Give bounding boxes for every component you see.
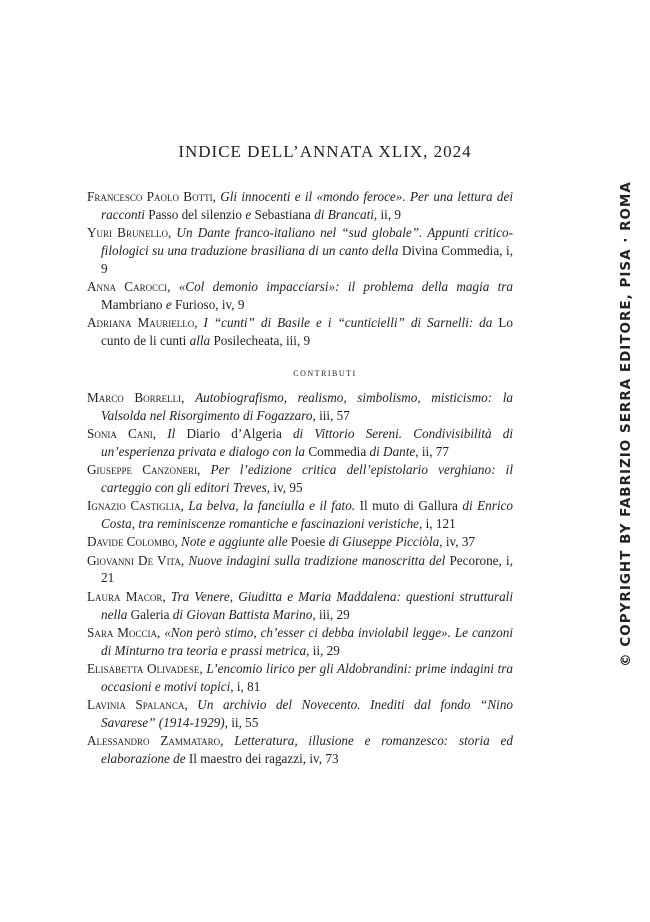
entry-text: ,: [194, 315, 204, 331]
index-entry: [87, 278, 513, 314]
entry-text: , iii, 29: [312, 606, 350, 622]
index-entry: [87, 188, 513, 224]
entry-title-text: di Dante: [366, 443, 416, 459]
entry-author: Yuri Brunello: [87, 225, 168, 241]
entry-text: ,: [220, 733, 235, 749]
index-entry: [87, 314, 513, 350]
entry-text: Sebastiana: [254, 206, 311, 222]
entry-text: , i, 9: [101, 242, 513, 276]
entry-text: , iv, 37: [439, 534, 476, 550]
index-entry: [87, 660, 513, 696]
entry-title-text: di Enrico Costa, tra reminiscenze romantiche e fascinazioni veristiche: [101, 498, 513, 532]
entry-text: Mambriano: [101, 296, 163, 312]
copyright-notice: © COPYRIGHT BY FABRIZIO SERRA EDITORE, PISA · ROMA: [618, 181, 634, 667]
entry-title-text: Autobiografismo, realismo, simbolismo, misticismo: la Valsolda nel Risorgimento di Fogazzaro: [101, 390, 513, 423]
entry-text: Divina Commedia: [401, 242, 500, 258]
entry-text: Commedia: [308, 443, 367, 459]
entry-text: Diario d’Algeria: [186, 426, 282, 442]
entry-text: Poesie: [290, 534, 326, 550]
entry-text: Galeria: [130, 606, 170, 622]
entry-author: Elisabetta Olivadese: [87, 660, 200, 676]
entry-text: ,: [174, 534, 182, 550]
entry-author: Giovanni De Vita: [87, 552, 181, 568]
entry-author: Alessandro Zammataro: [87, 733, 221, 749]
entry-text: ,: [197, 462, 211, 478]
entry-title-text: alla: [186, 332, 214, 348]
index-entry: [87, 552, 513, 588]
entry-text: Il muto di Gallura: [359, 498, 458, 514]
entry-author: Francesco Paolo Botti: [87, 189, 213, 204]
index-entry: [87, 425, 513, 461]
entry-text: ,: [167, 278, 179, 294]
entry-title-text: Nuove indagini sulla tradizione manoscritta del: [188, 552, 450, 568]
entry-text: , iv, 95: [266, 479, 303, 495]
index-group-contributi: [87, 389, 513, 768]
entry-text: , i, 121: [419, 516, 456, 532]
entry-title-text: di Giuseppe Picciòla: [325, 534, 440, 550]
entry-text: ,: [180, 552, 189, 568]
index-entry: [87, 224, 513, 277]
entry-title-text: Letteratura, illusione e romanzesco: storia ed elaborazione de: [101, 733, 514, 766]
entry-title-text: di Vittorio Sereni. Condivisibilità di un’esperienza privata e dialogo con la: [101, 426, 514, 459]
entry-text: ,: [167, 225, 177, 241]
index-entry: [87, 533, 513, 551]
entry-text: Posilecheata: [213, 332, 280, 348]
entry-text: , ii, 77: [415, 443, 449, 459]
entry-title-text: di Brancati: [310, 206, 374, 222]
entry-text: ,: [162, 588, 171, 604]
entry-text: , ii, 9: [373, 206, 402, 222]
entry-text: , i, 21: [101, 552, 514, 586]
section-heading: contributi: [293, 367, 357, 379]
page-title: INDICE DELL’ANNATA XLIX, 2024: [178, 142, 472, 161]
entry-text: ,: [212, 189, 221, 204]
entry-author: Ignazio Castiglia: [87, 498, 181, 514]
entry-text: ,: [184, 697, 198, 713]
entry-author: Davide Colombo: [87, 534, 175, 550]
index-group-main: [87, 188, 513, 350]
entry-text: , i, 81: [230, 678, 261, 694]
entry-title-text: Note e aggiunte alle: [181, 534, 291, 550]
entry-title-text: Gli innocenti e il «mondo feroce». Per una lettura dei racconti: [101, 189, 513, 222]
entry-text: ,: [199, 660, 207, 676]
entry-text: Lo cunto de li cunti: [101, 315, 513, 348]
entry-title-text: Il: [167, 426, 187, 442]
entry-title-text: Tra Venere, Giuditta e Maria Maddalena: questioni strutturali nella: [101, 588, 514, 622]
entry-text: ,: [181, 390, 196, 405]
entry-text: Passo del silenzio: [148, 206, 243, 222]
entry-text: ,: [152, 426, 168, 442]
index-entry: [87, 696, 513, 732]
index-entry: [87, 732, 513, 768]
entry-title-text: I “cunti” di Basile e i “cunticielli” di Sarnelli: da: [203, 315, 499, 331]
entry-title-text: L’encomio lirico per gli Aldobrandini: prime indagini tra occasioni e motivi topici: [101, 660, 514, 694]
entry-author: Sara Moccia: [87, 624, 157, 640]
entry-author: Anna Carocci: [87, 278, 168, 294]
entry-title-text: e: [162, 296, 175, 312]
entry-title-text: Per l’edizione critica dell’epistolario verghiano: il carteggio con gli editori Treves: [101, 462, 514, 495]
entry-text: Pecorone: [449, 552, 499, 568]
entry-text: ,: [180, 498, 189, 514]
entry-text: Furioso: [174, 296, 216, 312]
entry-title-text: di Giovan Battista Marino: [169, 606, 313, 622]
entry-text: , ii, 29: [306, 642, 340, 658]
entry-author: Marco Borrelli: [87, 390, 182, 405]
entry-author: Sonia Cani: [87, 426, 153, 442]
entry-text: , ii, 55: [224, 714, 259, 730]
entry-author: Laura Macor: [87, 588, 163, 604]
entry-title-text: Un archivio del Novecento. Inediti dal fondo “Nino Savarese” (1914-1929): [101, 697, 514, 730]
entry-author: Adriana Mauriello: [87, 315, 195, 331]
entry-title-text: Un Dante franco-italiano nel “sud globale”. Appunti critico-filologici su una traduzione brasiliana di un canto della: [101, 225, 513, 258]
index-entry: [87, 624, 513, 660]
entry-author: Lavinia Spalanca: [87, 697, 185, 713]
entry-text: Il maestro dei ragazzi: [188, 750, 303, 766]
entry-title-text: «Non però stimo, ch’esser ci debba inviolabil legge». Le canzoni di Minturno tra teoria e prassi metrica: [101, 624, 513, 658]
index-entry: [87, 389, 513, 425]
entry-text: , iii, 9: [279, 332, 311, 348]
index-entry: [87, 588, 513, 624]
entry-title-text: La belva, la fanciulla e il fato.: [188, 498, 360, 514]
entry-text: ,: [156, 624, 165, 640]
entry-title-text: e: [242, 206, 255, 222]
entry-text: , iii, 57: [312, 407, 350, 423]
index-entry: [87, 461, 513, 497]
entry-text: , iv, 9: [215, 296, 245, 312]
index-entry: [87, 497, 513, 533]
entry-author: Giuseppe Canzoneri: [87, 462, 198, 478]
entry-text: , iv, 73: [302, 750, 339, 766]
entry-title-text: «Col demonio impacciarsi»: il problema della magia tra: [178, 278, 514, 294]
